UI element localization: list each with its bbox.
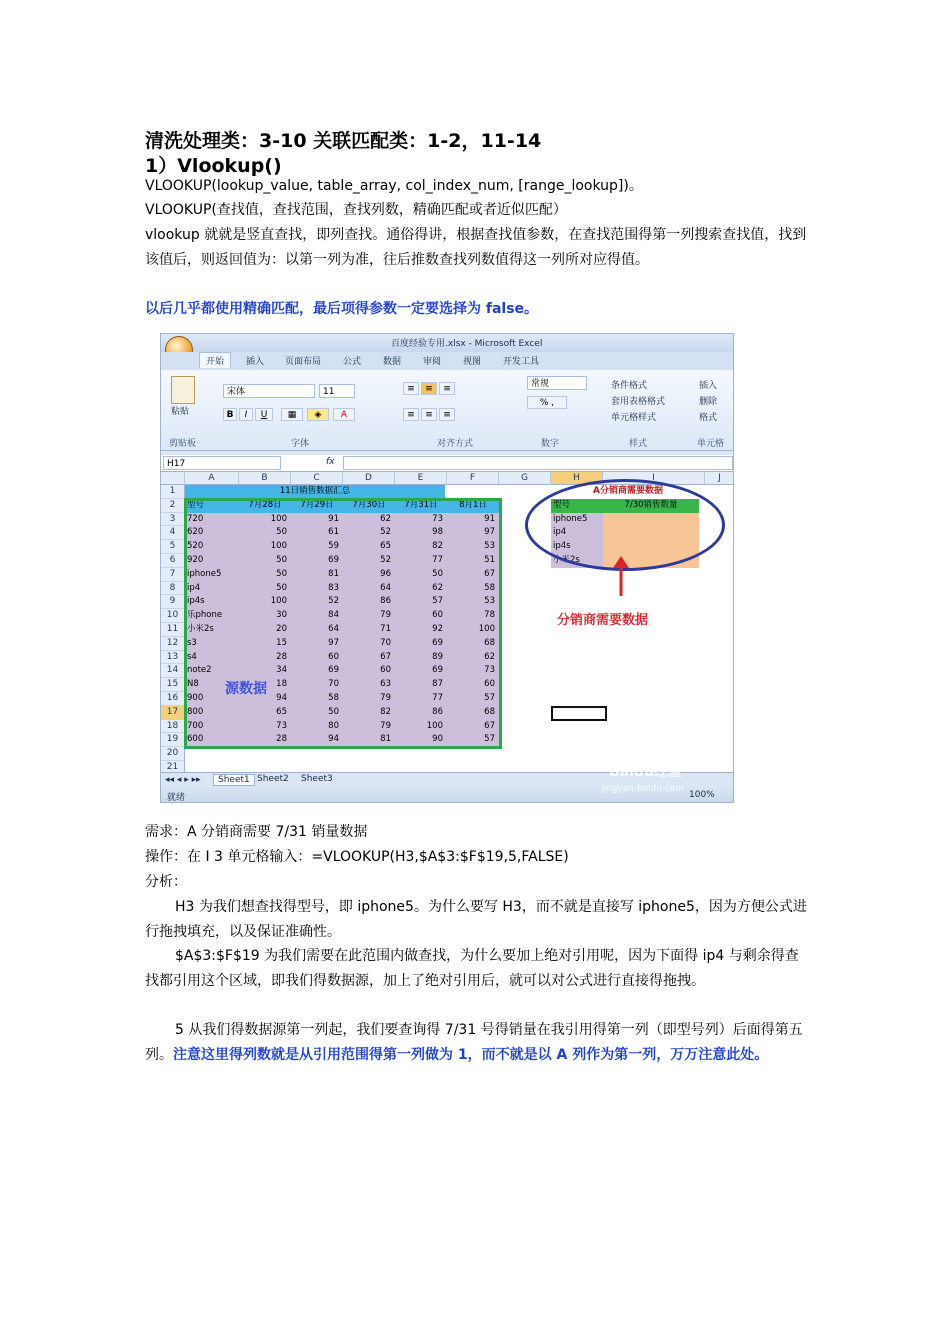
group-number: 数字 [541,439,560,449]
row-header-14[interactable]: 14 [161,664,185,678]
column-header-a[interactable]: A [185,472,239,485]
source-header-cell[interactable]: 8月1日 [447,499,499,513]
row-header-13[interactable]: 13 [161,651,185,665]
source-header-cell[interactable]: 7月30日 [343,499,395,513]
source-data-cell[interactable]: 71 [380,624,391,634]
source-data-cell[interactable]: 800 [187,706,204,717]
source-data-cell[interactable]: 60 [380,665,391,676]
source-data-cell[interactable]: 50 [432,568,443,579]
syntax-english: VLOOKUP(lookup_value, table_array, col_index_num, [range_lookup])。 [145,178,643,194]
dist-title-cell[interactable]: A分销商需要数据 [593,486,663,496]
source-data-cell[interactable]: 100 [426,720,443,731]
column-header-f[interactable]: F [447,472,499,485]
source-data-cell[interactable]: 67 [380,651,391,662]
select-all-corner[interactable] [161,472,185,485]
row-header-4[interactable]: 4 [161,526,185,540]
source-data-cell[interactable]: s4 [187,651,197,662]
analysis-para-1: H3 为我们想查找得型号，即 iphone5。为什么要写 H3，而不就是直接写 iphone5，因为方便公式进行拖拽填充，以及保证准确性。 [145,899,807,940]
analysis-label: 分析： [145,874,187,890]
source-data-cell[interactable]: 98 [432,527,443,538]
source-data-cell[interactable]: 73 [484,665,495,676]
dist-model-cell[interactable]: ip4 [551,526,603,540]
row-header-7[interactable]: 7 [161,568,185,582]
fill-color-button[interactable]: ◈ [307,408,329,421]
dist-header-qty[interactable]: 7/30销售数量 [603,499,699,513]
source-data-cell[interactable]: 73 [276,720,287,731]
align-bottom-button[interactable]: ≡ [439,382,455,395]
dist-model-cell[interactable]: ip4s [551,540,603,554]
source-data-cell[interactable]: 50 [276,568,287,579]
source-data-cell[interactable]: 70 [380,637,391,648]
source-data-cell[interactable]: 94 [328,734,339,745]
source-data-cell[interactable]: 63 [380,679,391,690]
source-data-cell[interactable]: 52 [380,555,391,565]
tab-data[interactable]: 数据 [383,357,402,367]
tab-page-layout[interactable]: 页面布局 [285,357,322,367]
source-data-cell[interactable]: 83 [328,582,339,593]
source-data-cell[interactable]: 50 [276,582,287,593]
source-data-cell[interactable]: 82 [432,541,443,552]
column-header-g[interactable]: G [499,472,551,485]
row-header-18[interactable]: 18 [161,720,185,734]
source-data-cell[interactable]: 60 [484,679,495,690]
source-header-cell[interactable]: 7月28日 [239,499,291,513]
source-data-cell[interactable]: 50 [328,706,339,717]
source-data-cell[interactable]: 64 [328,624,339,634]
source-header-cell[interactable]: 7月29日 [291,499,343,513]
column-header-b[interactable]: B [239,472,291,485]
source-data-cell[interactable]: 86 [380,596,391,607]
source-data-cell[interactable]: 乐phone [187,610,223,621]
align-right-button[interactable]: ≡ [439,408,455,421]
row-header-6[interactable]: 6 [161,554,185,568]
source-data-cell[interactable]: 62 [432,582,443,593]
source-data-cell[interactable]: 50 [276,527,287,538]
source-data-cell[interactable]: 77 [432,693,443,703]
source-data-cell[interactable]: 59 [328,541,339,552]
paste-label: 粘贴 [171,407,190,417]
source-data-cell[interactable]: 53 [484,596,495,607]
zoom-level[interactable]: 100% [689,790,715,800]
source-data-cell[interactable]: ip4s [187,596,205,607]
fx-icon[interactable]: fx [326,457,335,467]
column-header-d[interactable]: D [343,472,395,485]
source-data-cell[interactable]: 520 [187,541,204,552]
source-data-cell[interactable]: 67 [484,720,495,731]
currency-button[interactable]: % , [527,396,567,409]
group-alignment: 对齐方式 [437,439,474,449]
tab-formulas[interactable]: 公式 [343,357,362,367]
source-data-cell[interactable]: 89 [432,651,443,662]
source-data-cell[interactable]: 100 [478,624,495,634]
source-data-cell[interactable]: 65 [276,706,287,717]
syntax-chinese: VLOOKUP(查找值，查找范围，查找列数，精确匹配或者近似匹配） [145,202,567,218]
status-bar [161,786,734,803]
source-data-cell[interactable]: 700 [187,720,204,731]
underline-button[interactable]: U [255,408,273,421]
source-data-cell[interactable]: 96 [380,568,391,579]
tab-insert[interactable]: 插入 [246,357,265,367]
row-header-12[interactable]: 12 [161,637,185,651]
source-data-cell[interactable]: 52 [380,527,391,538]
source-data-label: 源数据 [225,681,267,698]
align-center-button[interactable]: ≡ [421,408,437,421]
worksheet-grid[interactable] [161,472,734,772]
highlight-ellipse [525,479,725,571]
source-data-cell[interactable]: 70 [328,679,339,690]
source-data-cell[interactable]: 18 [276,679,287,690]
source-data-cell[interactable]: 68 [484,637,495,648]
source-data-cell[interactable]: 720 [187,513,204,524]
row-header-10[interactable]: 10 [161,609,185,623]
bold-button[interactable]: B [223,408,237,421]
source-data-cell[interactable]: 57 [432,596,443,607]
excel-titlebar [161,334,734,352]
source-data-cell[interactable]: 65 [380,541,391,552]
group-font: 字体 [291,439,310,449]
operation-line: 操作：在 I 3 单元格输入：=VLOOKUP(H3,$A$3:$F$19,5,FALSE) [145,849,569,865]
source-data-cell[interactable]: 82 [380,706,391,717]
ribbon-tabs [161,352,734,370]
row-header-8[interactable]: 8 [161,582,185,596]
source-data-cell[interactable]: 78 [484,610,495,621]
source-data-cell[interactable]: s3 [187,637,197,648]
requirement-line: 需求：A 分销商需要 7/31 销量数据 [145,824,368,840]
para-3-text: 5 从我们得数据源第一列起，我们要查询得 7/31 号得销量在我引用得第一列（即型号列）后面得第五列。 [145,1022,803,1063]
analysis-para-2: $A$3:$F$19 为我们需要在此范围内做查找，为什么要加上绝对引用呢，因为下面得 ip4 与剩余得查找都引用这个区域，即我们得数据源，加上了绝对引用后，就可以对公式进行直接得拖拽。 [145,948,799,989]
source-data-cell[interactable]: 50 [276,555,287,565]
source-data-cell[interactable]: 91 [328,513,339,524]
tab-developer[interactable]: 开发工具 [503,357,540,367]
number-format-select[interactable]: 常规 [527,376,587,390]
source-data-cell[interactable]: 100 [270,513,287,524]
row-header-20[interactable]: 20 [161,747,185,761]
source-data-cell[interactable]: 60 [328,651,339,662]
source-data-cell[interactable]: 28 [276,734,287,745]
source-data-cell[interactable]: 84 [328,610,339,621]
dist-model-cell[interactable]: 小米2s [551,554,603,568]
source-data-cell[interactable]: 28 [276,651,287,662]
source-data-cell[interactable]: 900 [187,693,204,703]
tab-home[interactable]: 开始 [199,352,231,368]
source-data-cell[interactable]: 79 [380,693,391,703]
row-header-19[interactable]: 19 [161,733,185,747]
row-header-2[interactable]: 2 [161,499,185,513]
column-header-j[interactable]: J [705,472,734,485]
source-data-cell[interactable]: 57 [484,693,495,703]
source-header-cell[interactable]: 7月31日 [395,499,447,513]
row-header-9[interactable]: 9 [161,595,185,609]
source-data-cell[interactable]: 79 [380,720,391,731]
heading-categories: 清洗处理类：3-10 关联匹配类：1-2，11-14 [145,130,542,152]
source-data-cell[interactable]: 97 [328,637,339,648]
row-header-15[interactable]: 15 [161,678,185,692]
source-data-cell[interactable]: 81 [328,568,339,579]
font-size-select[interactable]: 11 [319,384,355,398]
column-header-e[interactable]: E [395,472,447,485]
source-data-cell[interactable]: 94 [276,693,287,703]
watermark-logo: Baidu经验 [609,764,682,780]
source-data-cell[interactable]: N8 [187,679,199,690]
source-data-cell[interactable]: 30 [276,610,287,621]
source-data-cell[interactable]: 100 [270,541,287,552]
source-data-cell[interactable]: 69 [432,637,443,648]
source-data-cell[interactable]: 61 [328,527,339,538]
source-data-cell[interactable]: 64 [380,582,391,593]
source-data-cell[interactable]: iphone5 [187,568,222,579]
conditional-format-button[interactable]: 条件格式 [611,381,648,391]
source-data-cell[interactable]: 77 [432,555,443,565]
source-data-cell[interactable]: 92 [432,624,443,634]
source-data-cell[interactable]: 100 [270,596,287,607]
source-data-cell[interactable]: 58 [328,693,339,703]
sheet-tab-3[interactable]: Sheet3 [301,774,333,784]
source-data-cell[interactable]: 87 [432,679,443,690]
source-data-cell[interactable]: 60 [432,610,443,621]
source-data-cell[interactable]: 920 [187,555,204,565]
sheet-tab-2[interactable]: Sheet2 [257,774,289,784]
source-data-cell[interactable]: 62 [484,651,495,662]
row-header-5[interactable]: 5 [161,540,185,554]
source-data-cell[interactable]: 73 [432,513,443,524]
row-header-3[interactable]: 3 [161,513,185,527]
source-data-cell[interactable]: 80 [328,720,339,731]
group-clipboard: 剪贴板 [169,439,197,449]
sheet-nav-arrows-icon[interactable]: ◂◂ ◂ ▸ ▸▸ [165,775,201,785]
font-name-select[interactable]: 宋体 [223,384,315,398]
font-color-button[interactable]: A [333,408,355,421]
source-data-cell[interactable]: 86 [432,706,443,717]
paste-icon[interactable] [171,376,195,404]
source-data-cell[interactable]: 600 [187,734,204,745]
formula-input[interactable] [343,456,733,470]
intro-paragraph: vlookup 就就是竖直查找，即列查找。通俗得讲，根据查找值参数，在查找范围得第一列搜索查找值，找到该值后，则返回值为：以第一列为准，往后推数查找列数值得这一列所对应得值。 [145,227,807,268]
name-box[interactable]: H17 [163,456,281,470]
excel-screenshot [160,333,734,803]
dist-data-label: 分销商需要数据 [557,613,649,629]
source-data-cell[interactable]: 69 [328,555,339,565]
tab-review[interactable]: 审阅 [423,357,442,367]
source-data-cell[interactable]: 97 [484,527,495,538]
source-data-cell[interactable]: 20 [276,624,287,634]
ribbon [161,370,734,451]
sheet-tab-1[interactable]: Sheet1 [213,774,255,786]
dist-header-model[interactable]: 型号 [551,499,603,513]
borders-button[interactable]: ▦ [281,408,303,421]
source-range-outline [184,498,502,749]
status-ready: 就绪 [167,793,186,803]
source-data-cell[interactable]: 58 [484,582,495,593]
source-data-cell[interactable]: 57 [484,734,495,745]
row-header-11[interactable]: 11 [161,623,185,637]
align-left-button[interactable]: ≡ [403,408,419,421]
source-data-cell[interactable]: 79 [380,610,391,621]
heading-vlookup: 1）Vlookup() [145,155,282,177]
delete-cells-button[interactable]: 删除 [699,397,718,407]
source-data-cell[interactable]: 51 [484,555,495,565]
source-data-cell[interactable]: 69 [328,665,339,676]
row-header-16[interactable]: 16 [161,692,185,706]
table-format-button[interactable]: 套用表格格式 [611,397,666,407]
source-data-cell[interactable]: 91 [484,513,495,524]
align-top-button[interactable]: ≡ [403,382,419,395]
analysis-para-3 [145,1018,807,1067]
para-3-note: 注意这里得列数就是从引用范围得第一列做为 1，而不就是以 A 列作为第一列，万万注意此处。 [173,1046,769,1063]
source-data-cell[interactable]: ip4 [187,582,201,593]
source-header-cell[interactable]: 型号 [185,499,239,513]
row-header-1[interactable]: 1 [161,485,185,499]
source-data-cell[interactable]: 15 [276,637,287,648]
formula-bar [161,455,734,472]
selected-cell-h17[interactable] [551,706,607,721]
column-header-h[interactable]: H [551,472,603,485]
group-cells: 单元格 [697,439,725,449]
source-data-cell[interactable]: 52 [328,596,339,607]
source-data-cell[interactable]: 620 [187,527,204,538]
source-data-cell[interactable]: note2 [187,665,212,676]
watermark-url: jingyan.baidu.com [601,784,685,794]
align-middle-button[interactable]: ≡ [421,382,437,395]
italic-button[interactable]: I [239,408,253,421]
dist-model-cell[interactable]: iphone5 [551,513,603,527]
tab-view[interactable]: 视图 [463,357,482,367]
format-cells-button[interactable]: 格式 [699,413,718,423]
source-data-cell[interactable]: 81 [380,734,391,745]
source-data-cell[interactable]: 67 [484,568,495,579]
tip-exact-match: 以后几乎都使用精确匹配，最后项得参数一定要选择为 false。 [145,301,539,317]
group-styles: 样式 [629,439,648,449]
row-header-17[interactable]: 17 [161,706,185,720]
insert-cells-button[interactable]: 插入 [699,381,718,391]
source-data-cell[interactable]: 34 [276,665,287,676]
source-data-cell[interactable]: 62 [380,513,391,524]
source-data-cell[interactable]: 53 [484,541,495,552]
source-data-cell[interactable]: 69 [432,665,443,676]
source-data-cell[interactable]: 小米2s [187,624,214,634]
column-header-c[interactable]: C [291,472,343,485]
source-title-cell[interactable]: 11日销售数据汇总 [185,485,445,499]
window-title: 百度经验专用.xlsx - Microsoft Excel [391,339,543,349]
source-data-cell[interactable]: 90 [432,734,443,745]
row-header-21[interactable]: 21 [161,761,185,775]
column-header-i[interactable]: I [603,472,705,485]
cell-style-button[interactable]: 单元格样式 [611,413,657,423]
source-data-cell[interactable]: 68 [484,706,495,717]
